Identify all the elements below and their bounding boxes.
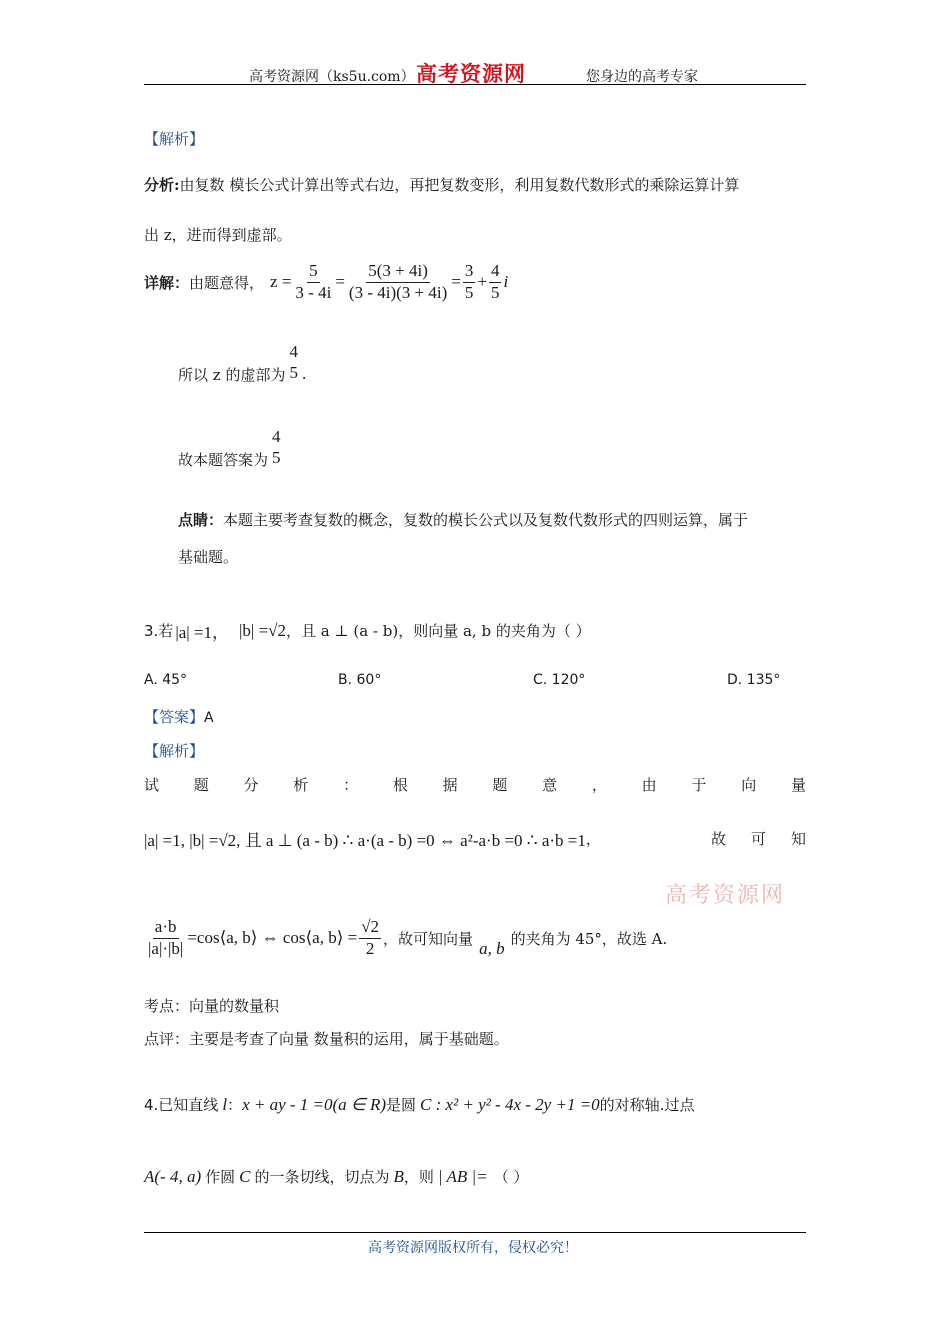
q3-analysis-char: 于 [691,776,707,794]
q3-jiexi-tag: 【解析】 [144,742,205,760]
q3-sqrt-num: √2 [359,918,381,939]
q4-c: C [239,1166,251,1186]
q4-tail-1: 的对称轴.过点 [599,1096,695,1114]
footer-rule [144,1232,806,1233]
q3-analysis-char: 向 [741,776,757,794]
eq-frac-4-den: 5 [490,282,500,302]
eq-frac-3 [463,262,476,302]
dianjing-text-1: 本题主要考查复数的概念，复数的模长公式以及复数代数形式的四则运算，属于 [223,511,749,529]
answer-text: 故本题答案为 [178,450,269,469]
q3-sqrt-frac [359,918,381,958]
q3-line2-math: |a| =1, |b| =√2, 且 a ⊥ (a - b) ∴ a·(a - b) =0 ⇔ a²-a·b =0 ∴ a·b =1 [144,831,586,850]
q3-stem [144,618,591,643]
q3-dot-frac-num: a·b [153,918,179,939]
q3-analysis-line-1 [144,774,806,795]
jiexi-tag: 【解析】 [144,130,205,148]
q3-analysis-line-2 [144,826,806,851]
q4-l: l [222,1094,228,1114]
q3-cond-3: ，且 a ⊥ (a - b)，则向量 a, b 的夹角为（ ） [286,622,591,640]
eq-frac-1-den: 3 - 4i [295,282,332,302]
q3-num: 3.若 [144,622,174,640]
dianjing-line-1 [178,509,748,530]
q4-ze: ，则 [403,1168,434,1186]
q3-line3-ab: a, b [479,939,505,958]
imag-line [178,338,306,388]
detail-line [144,256,508,308]
imag-end: . [301,364,307,383]
q3-cond-1: |a| =1， [175,623,230,642]
analysis-line-1 [144,174,739,195]
answer-den: 5 [272,448,281,467]
imag-num: 4 [289,342,298,362]
q4-line-eq: x + ay - 1 =0(a ∈ R) [242,1094,387,1114]
q3-answer-tag: 【答案】 [144,708,205,726]
footer-text: 高考资源网版权所有，侵权必究！ [368,1240,578,1256]
q3-option-a: A. 45° [144,672,188,688]
eq-frac-2-den: (3 - 4i)(3 + 4i) [348,282,448,302]
q3-analysis-char: 试 [144,776,160,794]
q3-line3-mid: =cos⟨a, b⟩ ⇔ cos⟨a, b⟩ = [187,928,358,947]
q3-analysis-char: 量 [790,776,806,794]
q3-kaodian: 考点：向量的数量积 [144,997,280,1015]
q4-zuo: 作圆 [205,1168,236,1186]
q3-analysis-char: 根 [392,776,408,794]
q3-analysis-char: 析 [293,776,309,794]
q3-option-d: D. 135° [727,672,781,688]
answer-line [178,423,285,473]
eq-plus: + [477,272,487,291]
eq-frac-3-den: 5 [464,282,474,302]
header-left-text: 高考资源网（ks5u.com） [249,69,415,85]
imag-text: 所以 z 的虚部为 [178,365,286,384]
q3-dot-frac-den: |a|·|b| [148,938,184,958]
eq-equals-3: = [451,272,461,291]
q3-dot-frac [146,918,185,958]
q3-option-b: B. 60° [338,672,382,688]
q3-analysis-char: 据 [442,776,458,794]
dianjing-label: 点睛： [178,511,224,529]
q3-analysis-char: 分 [243,776,259,794]
q3-analysis-char: 题 [193,776,209,794]
q3-analysis-char: 由 [641,776,657,794]
answer-num: 4 [272,427,281,447]
q3-analysis-char: 题 [492,776,508,794]
eq-frac-4-num: 4 [489,262,502,283]
detail-text: 由题意得， [189,273,265,292]
imag-frac [287,343,300,382]
eq-frac-1-num: 5 [307,262,320,283]
q3-sqrt-den: 2 [365,938,375,958]
watermark: 高考资源网 [665,883,786,908]
eq-equals-2: = [335,272,345,291]
eq-frac-3-num: 3 [463,262,476,283]
eq-frac-1 [293,262,333,302]
q3-answer-value: A [204,710,214,726]
q3-answer-line [144,706,214,727]
q3-analysis-char: ： [343,776,359,794]
answer-frac [270,428,283,467]
eq-frac-2 [347,262,449,302]
q4-stem-line-1 [144,1094,694,1115]
q3-analysis-char: 意 [542,776,558,794]
q3-option-c: C. 120° [533,672,586,688]
q4-shi: 是圆 [386,1096,417,1114]
q3-analysis-line-3 [144,910,667,966]
q3-tail-char: 可 [750,830,766,848]
header-right-text: 您身边的高考专家 [586,69,698,85]
q4-stem-line-2 [144,1166,528,1187]
q4-ab: | AB |= [437,1166,488,1186]
q3-line3-text-1: ，故可知向量 [383,929,474,948]
analysis-line-2: 出 z，进而得到虚部。 [144,226,292,244]
dianjing-line-2: 基础题。 [178,548,239,566]
q4-tail-2: 的一条切线，切点为 [254,1168,390,1186]
detail-label: 详解： [144,273,190,292]
q3-line2-comma: ， [585,830,601,848]
q3-analysis-char: ， [591,776,607,794]
eq-frac-4 [489,262,502,302]
eq-i: i [503,272,509,291]
q4-paren: （ ） [493,1168,529,1186]
header-rule [144,84,806,85]
eq-z: z = [270,272,292,291]
q3-cond-2: |b| =√2 [239,620,286,640]
q4-point: A(- 4, a) [144,1166,202,1186]
q4-num: 4.已知直线 [144,1096,219,1114]
q4-b: B [393,1166,404,1186]
q3-line2-tail [711,828,806,849]
header-logo: 高考资源网 [416,61,526,86]
q3-options [144,672,806,692]
analysis-text-1: 由复数 模长公式计算出等式右边，再把复数变形，利用复数代数形式的乘除运算计算 [179,176,740,194]
q3-dianping: 点评：主要是考查了向量 数量积的运用，属于基础题。 [144,1030,509,1048]
q3-line3-text-2: 的夹角为 45°，故选 A. [510,929,668,948]
q4-colon: ： [227,1096,243,1114]
analysis-label: 分析: [144,176,180,194]
eq-frac-2-num: 5(3 + 4i) [366,262,430,283]
q4-circle-eq: C : x² + y² - 4x - 2y +1 =0 [420,1094,600,1114]
imag-den: 5 [289,363,298,382]
q3-tail-char: 故 [711,830,727,848]
q3-tail-char: 知 [790,830,806,848]
